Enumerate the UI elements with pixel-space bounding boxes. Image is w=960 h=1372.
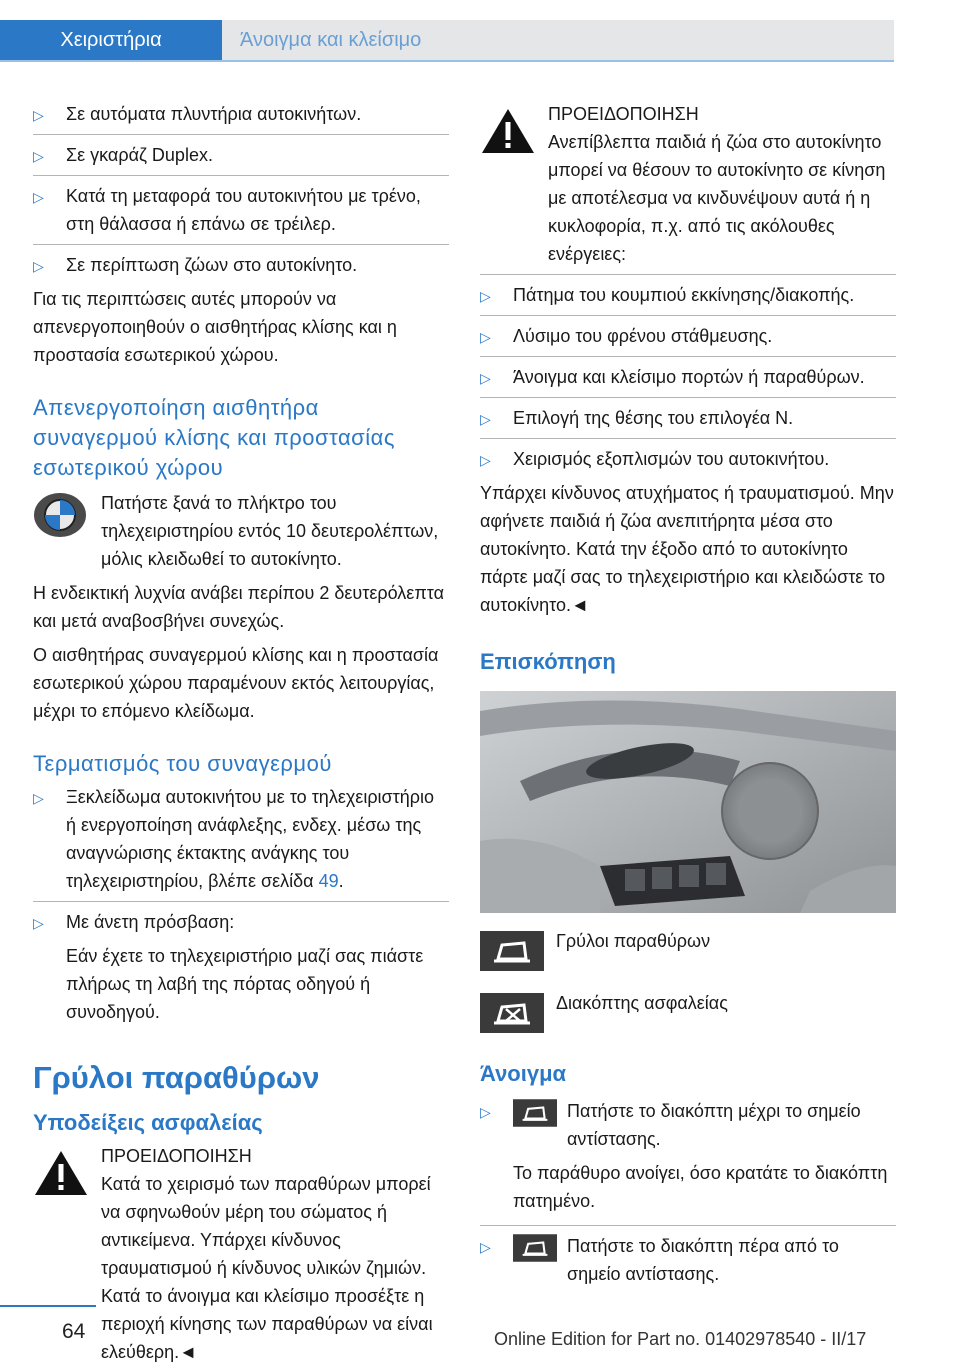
header-tab-section: Άνοιγμα και κλείσιμο — [222, 20, 894, 60]
window-lift-button-icon — [513, 1097, 557, 1129]
list-item: ▷ Κατά τη μεταφορά του αυτοκινήτου με τρένο, στη θάλασσα ή επάνω σε τρέιλερ. — [33, 182, 449, 238]
list-item: ▷ Λύσιμο του φρένου στάθμευσης. — [480, 322, 896, 350]
paragraph: Ο αισθητήρας συναγερμού κλίσης και η προστασία εσωτερικού χώρου παραμένουν εκτός λειτουργίας, μέχρι το επόμενο κλείδωμα. — [33, 645, 439, 721]
page-number-rule — [0, 1305, 96, 1307]
paragraph: Υπάρχει κίνδυνος ατυχήματος ή τραυματισμού. Μην αφήνετε παιδιά ή ζώα ανεπιτήρητα μέσα στο αυτοκίνητο. Κατά την έξοδο από το αυτοκίνητο πάρτε μαζί σας το τηλεχειριστήριο και κλειδώστε το αυτοκίνητο.◄ — [480, 483, 894, 615]
legend-label: Γρύλοι παραθύρων — [556, 931, 711, 951]
warning-title: ΠΡΟΕΙΔΟΠΟΙΗΣΗ — [548, 104, 699, 124]
legend-safety-switch — [480, 989, 896, 1045]
paragraph: Η ενδεικτική λυχνία ανάβει περίπου 2 δευτερόλεπτα και μετά αναβοσβήνει συνεχώς. — [33, 583, 444, 631]
warning-text: Κατά το χειρισμό των παραθύρων μπορεί να σφηνωθούν μέρη του σώματος ή αντικείμενα. Υπάρχει κίνδυνος τραυματισμού ή κίνδυνος υλικών ζημιών. Κατά το άνοιγμα και κλείσιμο προσέξτε η περιοχή κίνησης των παραθύρων να είναι ελεύθερη.◄ — [101, 1174, 433, 1362]
bullet-triangle-icon: ▷ — [480, 1239, 491, 1255]
window-lift-button-icon — [513, 1232, 557, 1264]
warning-block — [480, 100, 896, 268]
bullet-triangle-icon: ▷ — [480, 329, 491, 345]
chapter-heading-windows: Γρύλοι παραθύρων — [33, 1060, 320, 1095]
list-item: ▷ Πάτημα του κουμπιού εκκίνησης/διακοπής. — [480, 281, 896, 309]
list-item: ▷ Σε περίπτωση ζώων στο αυτοκίνητο. — [33, 251, 449, 279]
left-column — [33, 100, 449, 1372]
page-header — [0, 0, 960, 60]
header-tab-controls: Χειριστήρια — [0, 20, 222, 60]
section-heading-overview: Επισκόπηση — [480, 649, 616, 674]
door-panel-illustration — [480, 691, 896, 913]
list-item: ▷ Σε αυτόματα πλυντήρια αυτοκινήτων. — [33, 100, 449, 128]
page-reference-link[interactable]: 49 — [318, 871, 339, 891]
list-item: ▷ Ξεκλείδωμα αυτοκινήτου με το τηλεχειριστήριο ή ενεργοποίηση ανάφλεξης, ενδεχ. μέσω της αναγνώρισης έκτακτης ανάγκης του τηλεχειριστηρίου, βλέπε σελίδα 49. — [33, 783, 449, 895]
paragraph: Για τις περιπτώσεις αυτές μπορούν να απενεργοποιηθούν ο αισθητήρας κλίσης και η προστασία εσωτερικού χώρου. — [33, 289, 397, 365]
divider — [480, 1225, 896, 1226]
warning-triangle-icon — [480, 106, 536, 156]
section-heading-deactivate: Απενεργοποίηση αισθητήρα συναγερμού κλίσης και προστασίας εσωτερικού χώρου — [33, 395, 395, 480]
section-heading-open: Άνοιγμα — [480, 1061, 567, 1086]
bullet-triangle-icon: ▷ — [33, 790, 44, 806]
bmw-remote-icon — [33, 491, 87, 539]
door-panel-photo — [480, 691, 896, 913]
bullet-triangle-icon: ▷ — [480, 411, 491, 427]
bullet-triangle-icon: ▷ — [480, 370, 491, 386]
page-number: 64 — [62, 1320, 86, 1343]
bullet-triangle-icon: ▷ — [480, 288, 491, 304]
warning-triangle-icon — [33, 1148, 89, 1198]
bullet-triangle-icon: ▷ — [33, 148, 44, 164]
warning-title: ΠΡΟΕΙΔΟΠΟΙΗΣΗ — [101, 1146, 252, 1166]
edition-footer: Online Edition for Part no. 01402978540 - II/17 — [494, 1329, 867, 1349]
safety-switch-icon — [480, 993, 544, 1033]
list-item: ▷ Πατήστε το διακόπτη μέχρι το σημείο αντίστασης. — [480, 1097, 896, 1153]
legend-window-lifts — [480, 927, 896, 983]
list-item: ▷ Άνοιγμα και κλείσιμο πορτών ή παραθύρων. — [480, 363, 896, 391]
bullet-triangle-icon: ▷ — [480, 1104, 491, 1120]
bullet-triangle-icon: ▷ — [33, 915, 44, 931]
list-item: ▷ Επιλογή της θέσης του επιλογέα N. — [480, 404, 896, 432]
divider — [480, 315, 896, 316]
remote-instruction — [33, 489, 449, 573]
bullet-triangle-icon: ▷ — [33, 189, 44, 205]
section-heading-stop-alarm: Τερματισμός του συναγερμού — [33, 751, 332, 776]
legend-label: Διακόπτης ασφαλείας — [556, 993, 728, 1013]
bullet-triangle-icon: ▷ — [480, 452, 491, 468]
window-lift-button-icon — [480, 931, 544, 971]
bullet-triangle-icon: ▷ — [33, 107, 44, 123]
bullet-triangle-icon: ▷ — [33, 258, 44, 274]
divider — [480, 397, 896, 398]
paragraph: Πατήστε ξανά το πλήκτρο του τηλεχειριστηρίου εντός 10 δευτερολέπτων, μόλις κλειδωθεί το αυτοκίνητο. — [101, 493, 439, 569]
divider — [33, 175, 449, 176]
list-item: ▷ Σε γκαράζ Duplex. — [33, 141, 449, 169]
right-column — [480, 100, 896, 1288]
divider — [480, 438, 896, 439]
list-item-text: Το παράθυρο ανοίγει, όσο κρατάτε το διακόπτη πατημένο. — [513, 1163, 888, 1211]
list-item: ▷ Χειρισμός εξοπλισμών του αυτοκινήτου. — [480, 445, 896, 473]
divider — [480, 274, 896, 275]
divider — [480, 356, 896, 357]
warning-block — [33, 1142, 449, 1366]
divider — [33, 134, 449, 135]
list-item: ▷ Με άνετη πρόσβαση: — [33, 908, 449, 936]
header-divider — [0, 60, 894, 62]
warning-text: Ανεπίβλεπτα παιδιά ή ζώα στο αυτοκίνητο μπορεί να θέσουν το αυτοκίνητο σε κίνηση με αποτέλεσμα να κινδυνέψουν αυτά ή η κυκλοφορία, π.χ. από τις ακόλουθες ενέργειες: — [548, 132, 886, 264]
list-item-text: Εάν έχετε το τηλεχειριστήριο μαζί σας πιάστε πλήρως τη λαβή της πόρτας οδηγού ή συνοδηγού. — [66, 946, 424, 1022]
section-heading-safety: Υποδείξεις ασφαλείας — [33, 1110, 263, 1135]
divider — [33, 244, 449, 245]
divider — [33, 901, 449, 902]
list-item: ▷ Πατήστε το διακόπτη πέρα από το σημείο αντίστασης. — [480, 1232, 896, 1288]
